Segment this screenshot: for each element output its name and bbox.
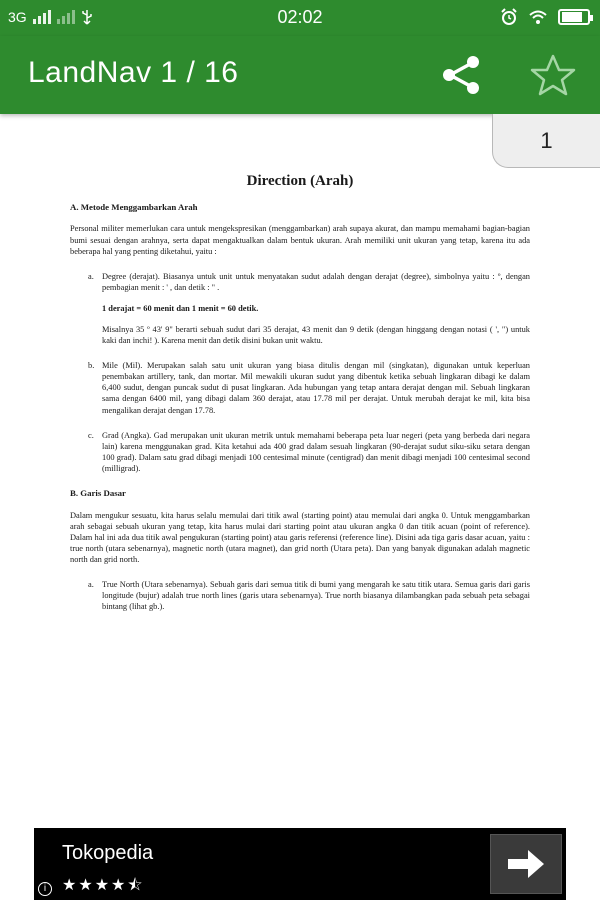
status-right: [500, 8, 590, 26]
battery-level: [562, 12, 582, 22]
section-b-intro: Dalam mengukur sesuatu, kita harus selalu memulai dari titik awal (starting point) atau memulai dari angka 0. Untuk menggambarkan arah sebagai sebuah ukuran yang tetap, kita harus mulai dari starting point atau ukuran angka 0 dan titik acuan (point of reference). Dalam hal ini ada dua titik awal pengukuran (starting point) atau garis referensi (reference line). Disini ada tiga garis dasar acuan, yaitu : true north (utara sebenarnya), magnetic north (utara magnet), dan grid north (Utara peta). Dan yang banyak digunakan adalah magnetic north dan grid north.: [70, 510, 530, 564]
ad-banner[interactable]: [34, 828, 566, 900]
ad-title[interactable]: Tokopedia: [62, 842, 154, 864]
app-bar: [0, 36, 600, 114]
list-marker: a.: [88, 271, 94, 281]
ad-open-button[interactable]: [490, 834, 562, 894]
document-title: Direction (Arah): [246, 173, 354, 189]
document-page: [70, 172, 530, 626]
status-bar: [0, 0, 600, 36]
arrow-right-icon: [506, 847, 546, 881]
section-b-heading: B. Garis Dasar: [70, 488, 126, 498]
list-item: [88, 271, 530, 346]
alarm-icon: [500, 8, 518, 26]
ad-rating-stars: ★★★★⯪: [62, 875, 145, 894]
section-a-heading: A. Metode Menggambarkan Arah: [70, 201, 198, 212]
app-title: LandNav 1 / 16: [28, 56, 239, 89]
ad-info-icon[interactable]: i: [38, 882, 52, 896]
star-icon[interactable]: [528, 52, 578, 98]
list-item-text: Mile (Mil). Merupakan salah satu unit ukuran yang biasa ditulis dengan mil (singkatan), digunakan untuk keperluan penembakan artillery, tank, dan mortar. Mil mewakili ukuran sudut yang dibentuk ketika sebuah lingkaran dibagi ke dalam 6,400 sudut, dengan puncak sudut di pusat lingkaran. Ada hubungan yang tetap antara derajat dengan mil. Sebuah lingkaran sama dengan 6400 mil, yang dibagi dalam 360 derajat, atau 17.78 mil per derajat. Untuk merubah derajat ke mil, kita bisa mengalikan derajat dengan 17.78.: [102, 361, 530, 415]
section-a-list: [88, 271, 530, 474]
degree-example: Misalnya 35 º 43' 9" berarti sebuah sudut dari 35 derajat, 43 menit dan 9 detik (dengan hinggang dengan notasi ( ', ") untuk kaki dan inchi! ). Karena menit dan detik disini bukan unit waktu.: [102, 324, 530, 346]
list-marker: c.: [88, 430, 94, 440]
battery-icon: [558, 9, 590, 25]
section-a-intro: Personal militer memerlukan cara untuk mengekspresikan (menggambarkan) arah supaya akurat, dan mampu memahami bagian-bagian bumi sesuai dengan arahnya, serta dapat mengaktualkan dalam bentuk ukuran. Arah memiliki unit ukuran yang tetap, karena itu ada beberapa hal yang penting diketahui, yaitu :: [70, 224, 530, 256]
degree-formula: 1 derajat = 60 menit dan 1 menit = 60 detik.: [102, 303, 259, 313]
list-marker: a.: [88, 580, 94, 590]
page-number-badge[interactable]: 1: [492, 114, 600, 168]
list-item-text: Degree (derajat). Biasanya untuk unit untuk menyatakan sudut adalah dengan derajat (degree), simbolnya yaitu : º, dengan pembagian menit : ' , dan detik : " .: [102, 271, 530, 292]
list-item-text: Grad (Angka). Gad merupakan unit ukuran metrik untuk memahami beberapa peta luar negeri (peta yang berbeda dari negara lain) karena menggunakan grad. Kita ketahui ada 400 grad dalam sesuah lingkaran (90-derajat sudut siku-siku setara dengan 100 grad). Dalam satu grad dibagi menjadi 100 centesimal minute (centigrad) dan menit dibagi menjadi 100 centesimal second (milligrad).: [102, 430, 530, 473]
list-item: [88, 360, 530, 415]
list-item: [88, 579, 530, 612]
list-marker: b.: [88, 361, 95, 371]
list-item-text: True North (Utara sebenarnya). Sebuah garis dari semua titik di bumi yang mengarah ke satu titik utara. Semua garis dari garis longitude (bujur) adalah true north lines (garis utara sebenarnya). True north biasanya dilambangkan pada sebuah peta sebagai bintang (lihat gb.).: [102, 580, 530, 612]
list-item: [88, 430, 530, 474]
wifi-icon: [528, 9, 548, 25]
section-b-list: [88, 579, 530, 612]
network-type: 3G: [8, 9, 27, 25]
share-icon[interactable]: [436, 50, 486, 100]
status-time: 02:02: [277, 7, 323, 27]
